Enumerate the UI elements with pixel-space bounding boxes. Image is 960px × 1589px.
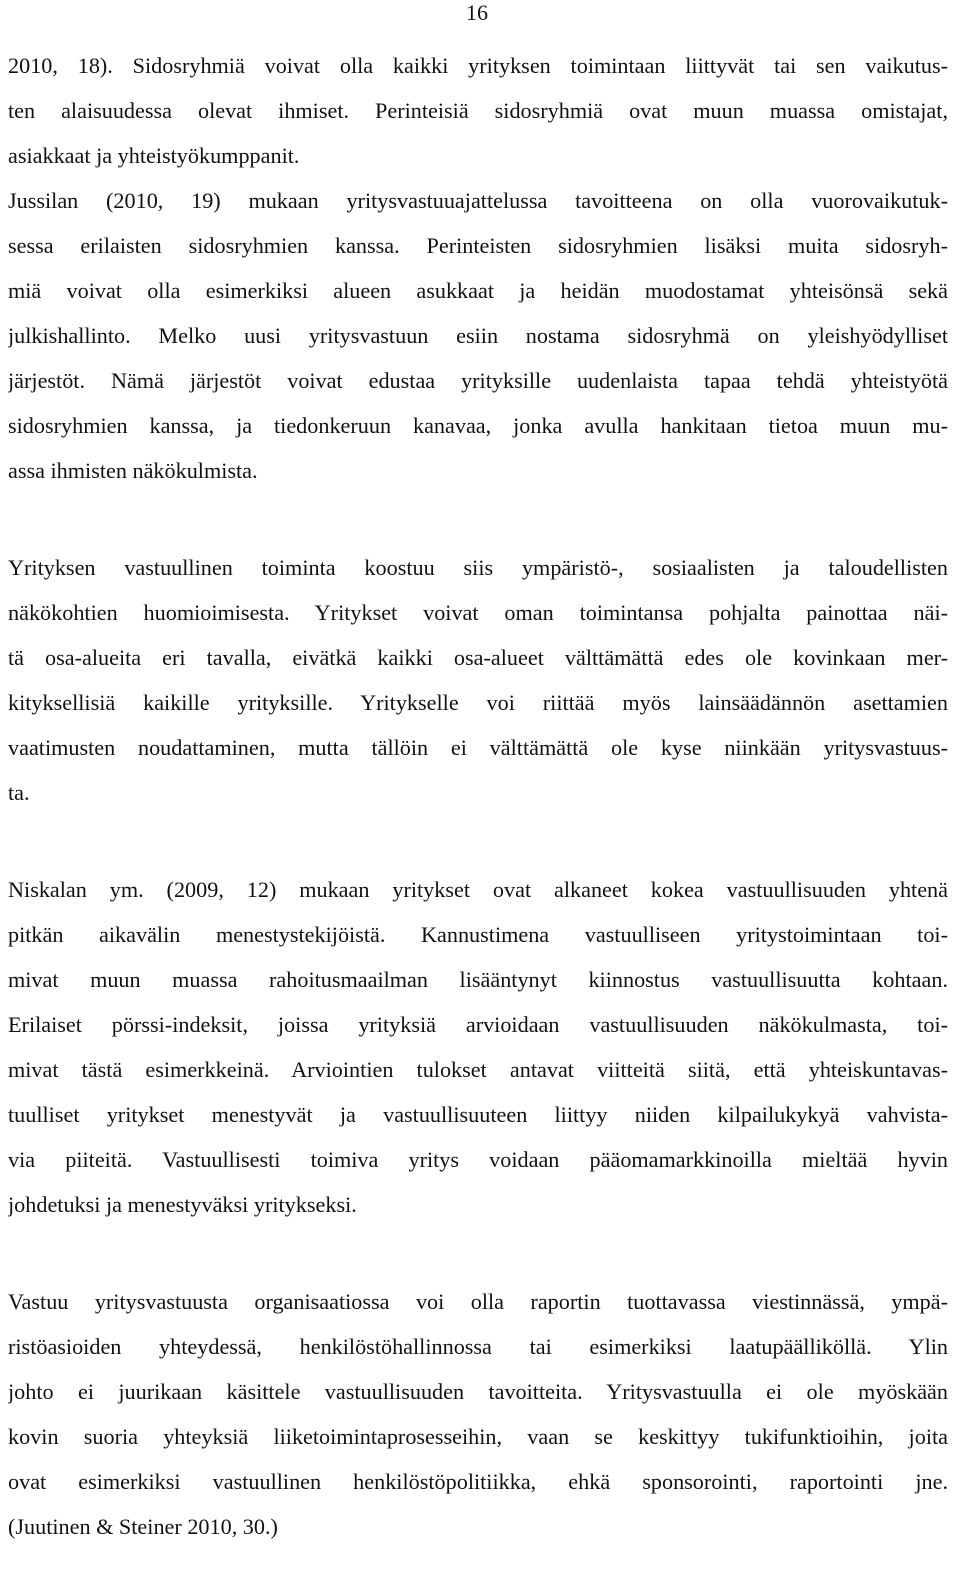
text-line: kovin suoria yhteyksiä liiketoimintaprosesseihin, vaan se keskittyy tukifunktioihin, joita <box>8 1424 948 1449</box>
text-line: ten alaisuudessa olevat ihmiset. Perinteisiä sidosryhmiä ovat muun muassa omistajat, <box>8 98 948 123</box>
paragraph-stakeholders <box>8 43 948 493</box>
paragraph-spacer <box>8 1227 948 1279</box>
text-line: Erilaiset pörssi-indeksit, joissa yrityksiä arvioidaan vastuullisuuden näkökulmasta, toi- <box>8 1012 948 1037</box>
paragraph-success-factors <box>8 867 948 1227</box>
document-body <box>8 43 948 1549</box>
paragraph-spacer <box>8 493 948 545</box>
text-line: ovat esimerkiksi vastuullinen henkilöstöpolitiikka, ehkä sponsorointi, raportointi jne. <box>8 1469 948 1494</box>
paragraph-organisational-responsibility <box>8 1279 948 1549</box>
text-line: Yrityksen vastuullinen toiminta koostuu siis ympäristö-, sosiaalisten ja taloudellisten <box>8 555 948 580</box>
text-line: tä osa-alueita eri tavalla, eivätkä kaikki osa-alueet välttämättä edes ole kovinkaan mer- <box>8 645 948 670</box>
text-line: julkishallinto. Melko uusi yritysvastuun esiin nostama sidosryhmä on yleishyödylliset <box>8 323 948 348</box>
text-line: assa ihmisten näkökulmista. <box>8 458 258 483</box>
text-line: johdetuksi ja menestyväksi yritykseksi. <box>8 1192 357 1217</box>
text-line: kityksellisiä kaikille yrityksille. Yritykselle voi riittää myös lainsäädännön asettamien <box>8 690 948 715</box>
text-line: Niskalan ym. (2009, 12) mukaan yritykset ovat alkaneet kokea vastuullisuuden yhtenä <box>8 877 948 902</box>
text-line: via piiteitä. Vastuullisesti toimiva yritys voidaan pääomamarkkinoilla mieltää hyvin <box>8 1147 948 1172</box>
text-line: pitkän aikavälin menestystekijöistä. Kannustimena vastuulliseen yritystoimintaan toi- <box>8 922 948 947</box>
text-line: miä voivat olla esimerkiksi alueen asukkaat ja heidän muodostamat yhteisönsä sekä <box>8 278 948 303</box>
text-line: Vastuu yritysvastuusta organisaatiossa voi olla raportin tuottavassa viestinnässä, ympä- <box>8 1289 948 1314</box>
text-line: sessa erilaisten sidosryhmien kanssa. Perinteisten sidosryhmien lisäksi muita sidosryh- <box>8 233 948 258</box>
text-line: asiakkaat ja yhteistyökumppanit. <box>8 143 300 168</box>
text-line: mivat tästä esimerkkeinä. Arviointien tulokset antavat viitteitä siitä, että yhteiskuntavas- <box>8 1057 948 1082</box>
text-line: mivat muun muassa rahoitusmaailman lisääntynyt kiinnostus vastuullisuutta kohtaan. <box>8 967 948 992</box>
page-number: 16 <box>466 0 488 25</box>
paragraph-spacer <box>8 815 948 867</box>
text-line: näkökohtien huomioimisesta. Yritykset voivat oman toimintansa pohjalta painottaa näi- <box>8 600 948 625</box>
paragraph-responsible-operations <box>8 545 948 815</box>
text-line: järjestöt. Nämä järjestöt voivat edustaa yrityksille uudenlaista tapaa tehdä yhteistyötä <box>8 368 948 393</box>
text-line: tuulliset yritykset menestyvät ja vastuullisuuteen liittyy niiden kilpailukykyä vahvista- <box>8 1102 948 1127</box>
text-line: johto ei juurikaan käsittele vastuullisuuden tavoitteita. Yritysvastuulla ei ole myöskään <box>8 1379 948 1404</box>
text-line: (Juutinen & Steiner 2010, 30.) <box>8 1514 278 1539</box>
text-line: ta. <box>8 780 30 805</box>
text-line: sidosryhmien kanssa, ja tiedonkeruun kanavaa, jonka avulla hankitaan tietoa muun mu- <box>8 413 948 438</box>
text-line: Jussilan (2010, 19) mukaan yritysvastuuajattelussa tavoitteena on olla vuorovaikutuk- <box>8 188 948 213</box>
text-line: 2010, 18). Sidosryhmiä voivat olla kaikki yrityksen toimintaan liittyvät tai sen vaikutus- <box>8 53 948 78</box>
text-line: ristöasioiden yhteydessä, henkilöstöhallinnossa tai esimerkiksi laatupäälliköllä. Ylin <box>8 1334 948 1359</box>
text-line: vaatimusten noudattaminen, mutta tällöin ei välttämättä ole kyse niinkään yritysvastuus- <box>8 735 948 760</box>
